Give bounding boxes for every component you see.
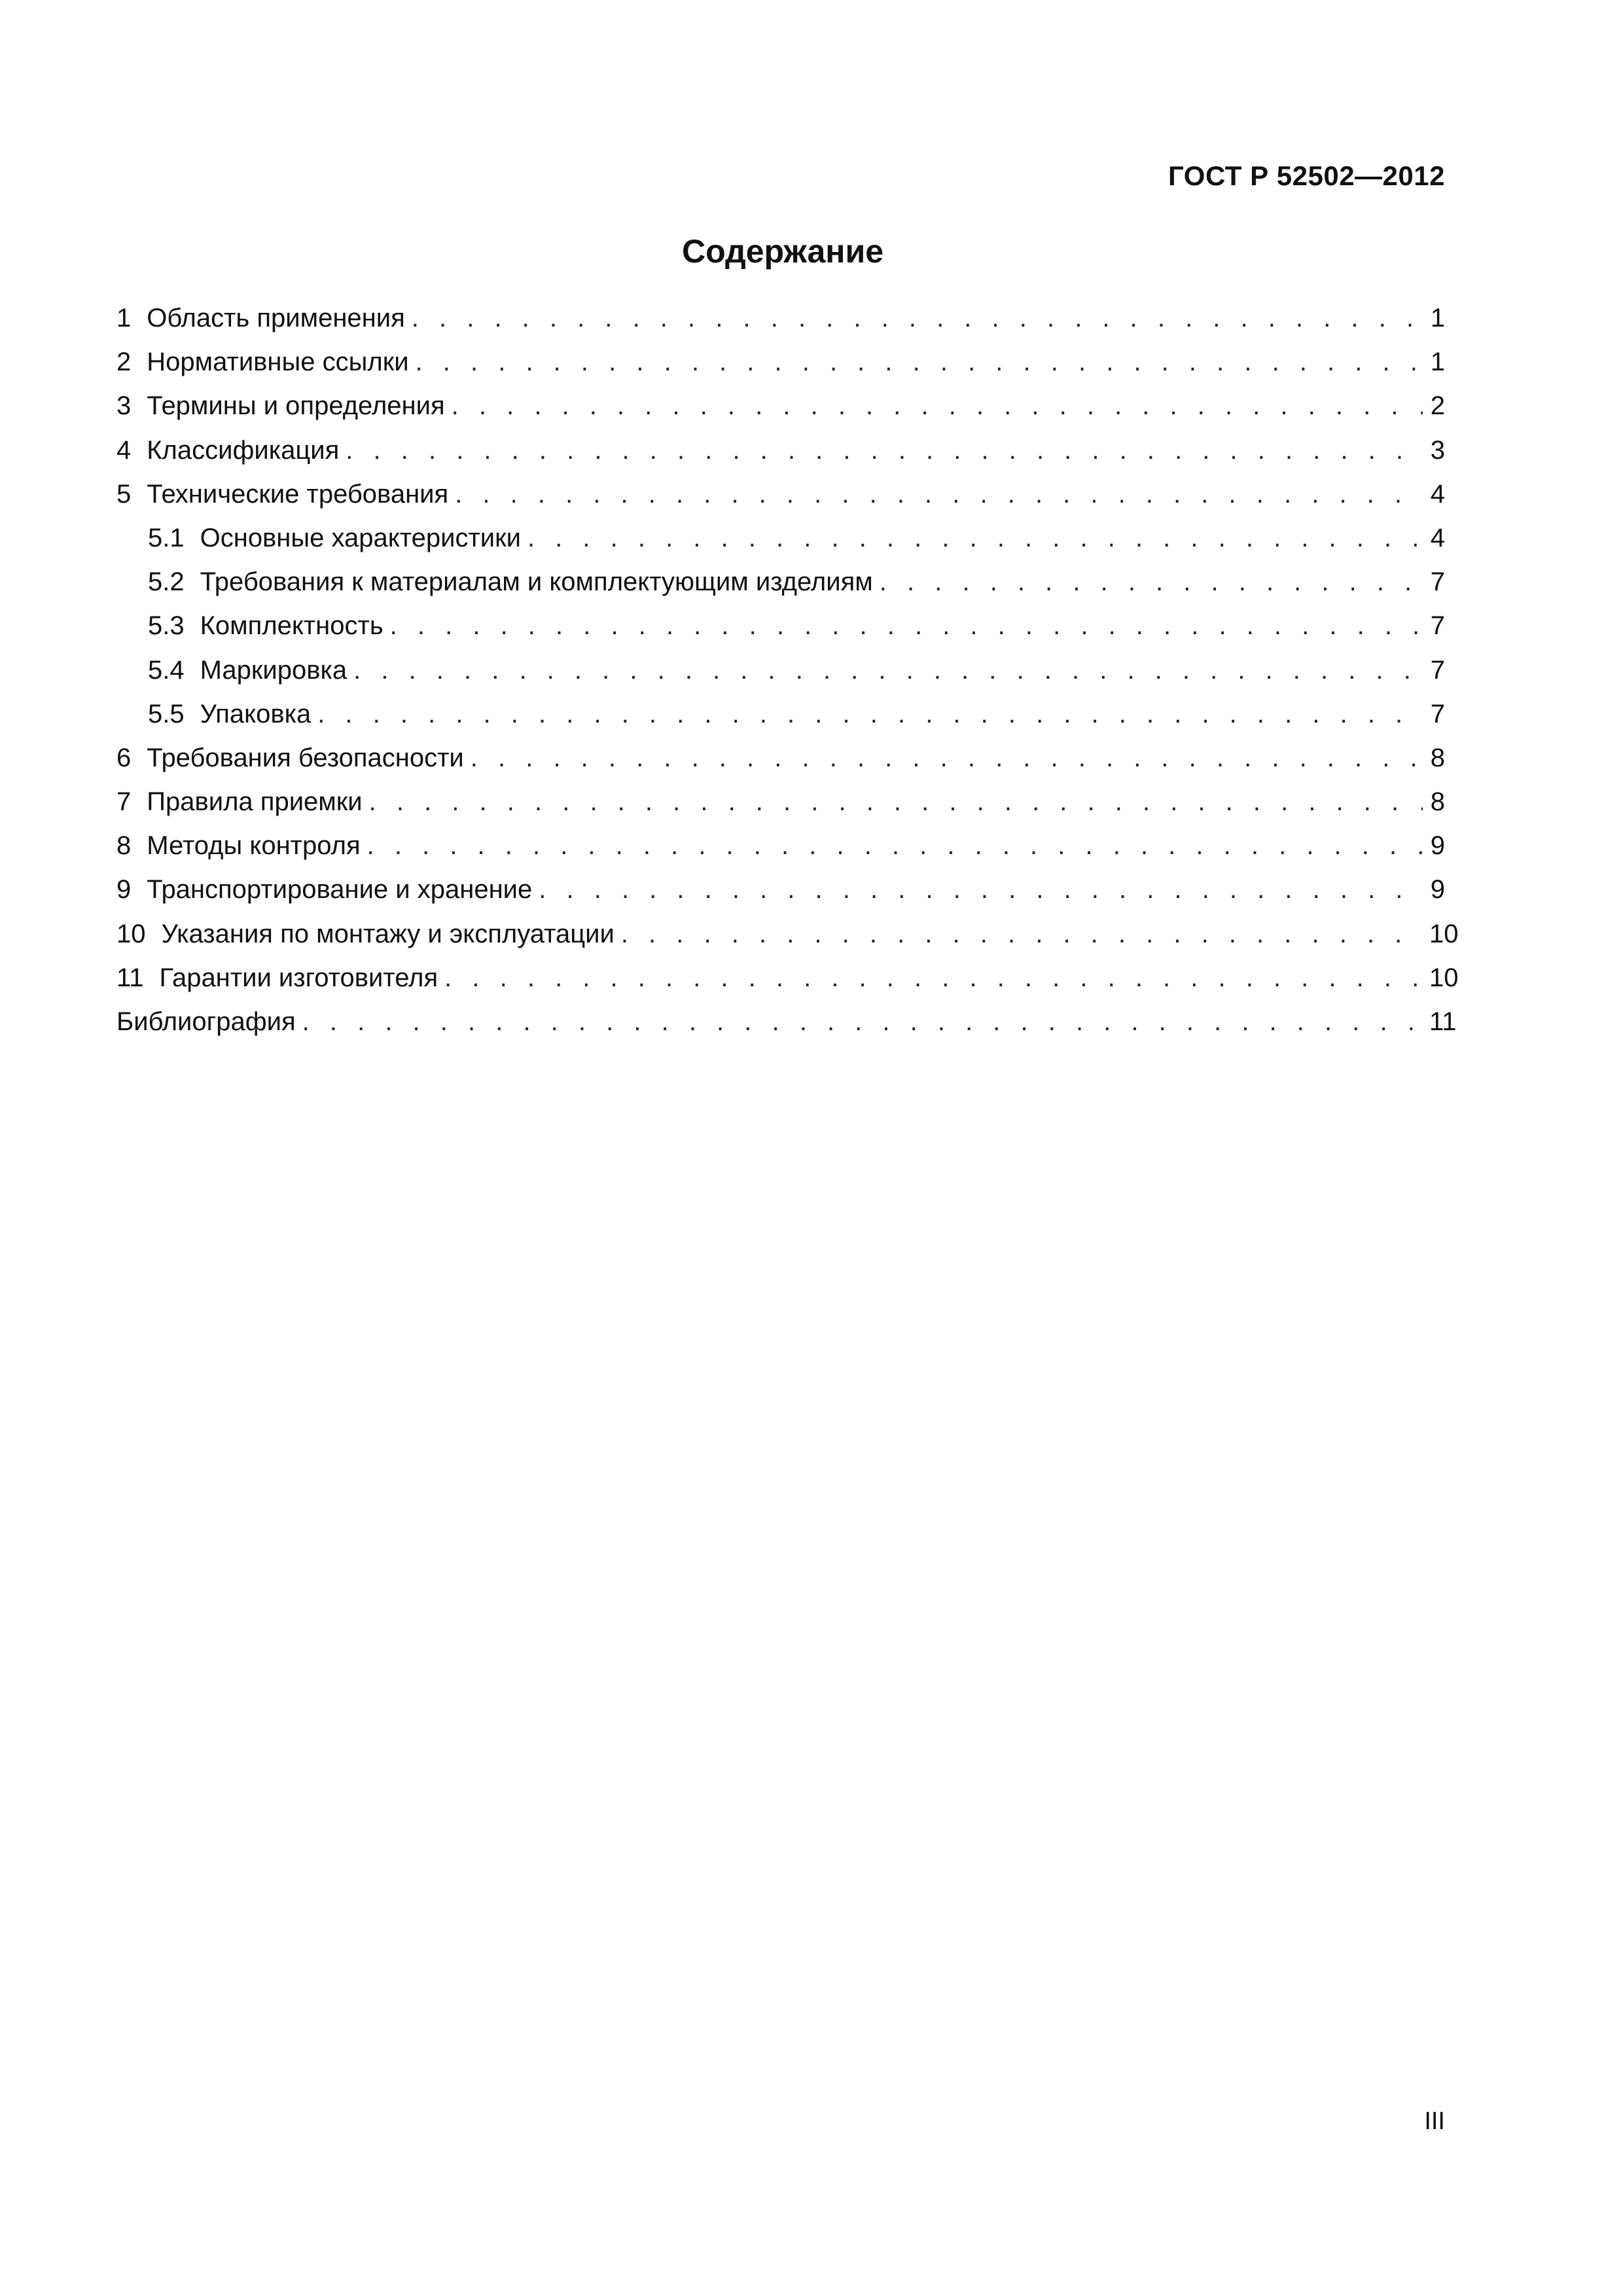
toc-entry-page: 11 — [1429, 1007, 1457, 1036]
toc-entry-number: 10 — [116, 919, 146, 948]
toc-dot-leader — [390, 610, 1423, 641]
toc-entry[interactable] — [116, 874, 1445, 918]
toc-entry-number: 5.1 — [148, 523, 185, 552]
toc-entry-number: 7 — [116, 787, 132, 817]
toc-dot-leader — [452, 390, 1423, 422]
toc-dot-leader — [369, 786, 1423, 817]
toc-entry-title: Требования безопасности — [147, 743, 464, 772]
toc-entry[interactable] — [116, 962, 1459, 1006]
toc-dot-leader — [539, 874, 1423, 905]
toc-entry-page: 2 — [1430, 391, 1445, 421]
toc-entry-title: Комплектность — [200, 611, 383, 641]
toc-entry-number: 9 — [116, 875, 132, 905]
toc-entry[interactable] — [116, 610, 1445, 654]
toc-entry-page: 4 — [1430, 523, 1445, 552]
toc-entry-page: 7 — [1430, 567, 1445, 597]
toc-dot-leader — [527, 522, 1423, 554]
toc-dot-leader — [302, 1006, 1423, 1037]
toc-dot-leader — [471, 742, 1423, 774]
toc-entry-title: Правила приемки — [147, 787, 363, 817]
toc-entry-title: Гарантии изготовителя — [159, 963, 438, 992]
toc-dot-leader — [353, 655, 1423, 686]
toc-entry-title: Область применения — [147, 304, 405, 332]
toc-entry-title: Основные характеристики — [200, 523, 521, 552]
toc-entry-number: 6 — [116, 743, 132, 772]
toc-entry[interactable] — [116, 346, 1445, 390]
toc-entry[interactable] — [116, 522, 1445, 566]
toc-entry-page: 7 — [1430, 611, 1445, 641]
toc-heading: Содержание — [681, 233, 884, 270]
toc-entry-page: 7 — [1430, 655, 1445, 685]
toc-entry-title: Транспортирование и хранение — [147, 875, 533, 905]
toc-entry[interactable] — [116, 655, 1445, 698]
toc-dot-leader — [367, 830, 1423, 861]
toc-entry-page: 8 — [1430, 787, 1445, 817]
toc-entry[interactable] — [116, 830, 1445, 874]
toc-dot-leader — [444, 962, 1423, 994]
toc-entry[interactable] — [116, 302, 1445, 346]
toc-entry-title: Требования к материалам и комплектующим изделиям — [200, 567, 873, 597]
toc-entry-number: 1 — [116, 304, 132, 332]
toc-entry[interactable] — [116, 918, 1459, 962]
toc-entry-number: 2 — [116, 348, 132, 377]
toc-entry[interactable] — [116, 390, 1445, 434]
toc-entry-page: 9 — [1430, 875, 1445, 905]
toc-entry-page: 1 — [1430, 304, 1445, 332]
toc-entry-number: 3 — [116, 391, 132, 421]
toc-entry[interactable] — [116, 435, 1445, 478]
toc-entry-number: 5.5 — [148, 699, 185, 728]
toc-entry-page: 1 — [1430, 348, 1445, 377]
toc-entry-number: 5.2 — [148, 567, 185, 597]
toc-entry-page: 7 — [1430, 699, 1445, 728]
toc-entry-title: Классификация — [147, 435, 340, 465]
toc-entry[interactable] — [116, 786, 1445, 830]
toc-dot-leader — [317, 698, 1423, 730]
toc-entry-title: Указания по монтажу и эксплуатации — [161, 919, 615, 948]
toc-dot-leader — [416, 346, 1423, 378]
toc-entry-title: Нормативные ссылки — [147, 348, 409, 377]
document-code: ГОСТ Р 52502—2012 — [1168, 160, 1445, 191]
toc-dot-leader — [346, 435, 1423, 466]
toc-entry-page: 4 — [1430, 479, 1445, 509]
toc-dot-leader — [455, 478, 1423, 510]
toc-entry[interactable] — [116, 1006, 1457, 1050]
toc-entry-title: Термины и определения — [147, 391, 445, 421]
page-number: III — [1424, 2108, 1445, 2135]
toc-entry[interactable] — [116, 742, 1445, 786]
toc-entry-page: 10 — [1429, 963, 1459, 992]
toc-dot-leader — [621, 918, 1423, 950]
toc-entry-number: 5 — [116, 479, 132, 509]
toc-entry-number: 5.4 — [148, 655, 185, 685]
toc-entry-title: Технические требования — [147, 479, 449, 509]
toc-entry-title: Методы контроля — [147, 831, 361, 861]
toc-entry-number: 5.3 — [148, 611, 185, 641]
toc-entry-title: Библиография — [116, 1007, 296, 1036]
toc-entry-page: 8 — [1430, 743, 1445, 772]
toc-entry-number: 11 — [116, 963, 144, 992]
toc-entry-page: 10 — [1429, 919, 1459, 948]
toc-entry-number: 8 — [116, 831, 132, 861]
toc-entry[interactable] — [116, 478, 1445, 522]
toc-entry[interactable] — [116, 566, 1445, 610]
table-of-contents — [116, 302, 1459, 1050]
toc-entry-page: 3 — [1430, 435, 1445, 465]
toc-dot-leader — [412, 302, 1423, 334]
toc-entry-page: 9 — [1430, 831, 1445, 861]
toc-entry-title: Упаковка — [200, 699, 312, 728]
toc-entry-number: 4 — [116, 435, 132, 465]
toc-entry-title: Маркировка — [200, 655, 348, 685]
toc-dot-leader — [880, 566, 1423, 598]
toc-entry[interactable] — [116, 698, 1445, 742]
